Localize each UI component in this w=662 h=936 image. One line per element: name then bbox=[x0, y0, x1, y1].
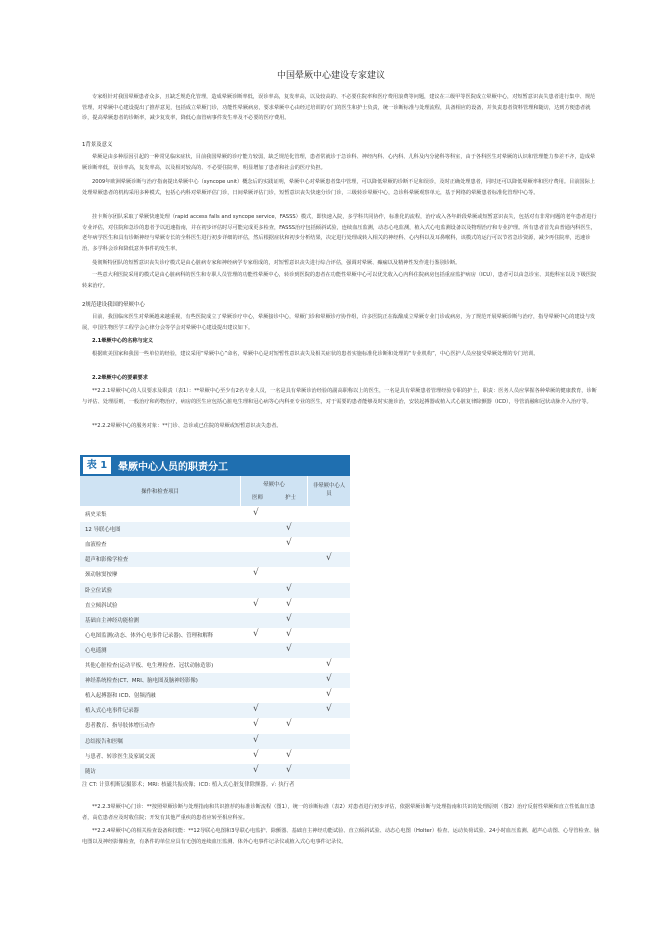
table-row bbox=[80, 552, 350, 567]
non-center-check: √ bbox=[326, 659, 332, 669]
table-row-label: 直立倾斜试验 bbox=[85, 602, 118, 609]
non-center-check: √ bbox=[326, 689, 332, 700]
table-row-label: 患者教育、指导肢体增压动作 bbox=[85, 723, 156, 730]
column-non-center-label: 非晕厥中心人员 bbox=[312, 483, 346, 497]
column-doctor-label: 医师 bbox=[252, 495, 263, 501]
nurse-check: √ bbox=[286, 628, 292, 639]
column-header-non-center bbox=[308, 476, 350, 506]
nurse-check: √ bbox=[286, 764, 292, 775]
section-1-paragraph-5: 一些意大利医院采用的模式是由心脏病科的医生和专职人员管理的功能性晕厥中心，转诊到医院的患者在功能性晕厥中心可以优先收入心内科住院病房包括重症监护病房（ICU），患者可以由急诊室、其他科室以及下级医院转来治疗。 bbox=[82, 272, 597, 289]
table-row bbox=[80, 703, 350, 718]
subsection-2-2-heading: 2.2晕厥中心的要素要求 bbox=[92, 375, 148, 381]
document-title: 中国晕厥中心建设专家建议 bbox=[276, 71, 385, 81]
subsection-2-2-2-paragraph: **2.2.2晕厥中心的服务对象：**门诊、急诊或已住院的晕厥或短暂意识丧失患者。 bbox=[92, 423, 282, 429]
non-center-check: √ bbox=[326, 553, 332, 564]
subsection-2-1-paragraph: 根据欧美国家和我国一些单位的经验，建议采用“晕厥中心”命名，晕厥中心是对短暂性意识丧失及相关症状的患者实施标准化诊断和处理的“专业机构”，中心医护人员应接受晕厥处理的专门培训。 bbox=[92, 351, 539, 357]
doctor-check: √ bbox=[253, 568, 259, 579]
section-1-paragraph-3: 挂卡斯尔团队采取了晕厥快速处理（rapid access falls and syncope service，FASSS）模式，即快速入院，多学科共同协作，标准化的流程，治疗或入各年龄段晕厥或短暂意识丧失，包括对有非常问题的老年患者进行专业评估，对住院和急诊的患者予以迅速指南，并在初步评估时尽可能完成更多检查，FASSS治疗包括倾斜试验，连续血压监测，动态心电监测，植入式心电监测设备以及物理治疗和专业护理。所有患者首先由普通内科医生，老年病学医生和具有诊断神经与晕厥专长的全科医生进行初步详细的评估，然后根据症状和初步分析结果，决定进行处理或转入相关的神经科、心内科以及耳鼻喉科，该模式的运行可以节省急诊资源，减少再住院率，迅速诊治，多学科会诊和降低意外事件的发生率。 bbox=[82, 214, 597, 252]
table-row bbox=[80, 583, 350, 598]
table-row-label: 植入起搏器和 ICD、射频消融 bbox=[85, 693, 156, 700]
table-row bbox=[80, 567, 350, 582]
column-header-center bbox=[241, 476, 307, 506]
doctor-check: √ bbox=[253, 508, 259, 518]
doctor-check: √ bbox=[253, 628, 259, 639]
nurse-check: √ bbox=[286, 583, 292, 594]
section-2-heading: 2规范建设我国的晕厥中心 bbox=[82, 302, 145, 308]
table-row bbox=[80, 764, 350, 779]
table-row bbox=[80, 718, 350, 733]
table-row bbox=[80, 507, 350, 522]
doctor-check: √ bbox=[253, 749, 259, 760]
column-center-label: 晕厥中心 bbox=[263, 482, 285, 488]
table-row-label: 总结报告和医嘱 bbox=[85, 738, 123, 745]
table-header-bar bbox=[80, 455, 350, 476]
table-row-label: 心电图监测(动态、体外心电事件记录器)、管理和解释 bbox=[85, 632, 214, 639]
table-row bbox=[80, 643, 350, 658]
non-center-check: √ bbox=[326, 704, 332, 715]
table-row-label: 超声和影像学检查 bbox=[85, 557, 129, 564]
table-1-note: 注 CT: 计算机断层摄影术；MRI: 核磁共振成像；ICD: 植入式心脏复律除颤器。√: 执行者 bbox=[82, 782, 295, 788]
subsection-2-2-3-paragraph: **2.2.3晕厥中心门诊：**按照晕厥诊断与处理指南和共识推荐的标准诊断流程（图1），统一的诊断标准（表2）对患者进行初步评估，依据晕厥诊断与处理指南和共识的处理原则（图2）治疗反射性晕厥和直立性低血压患者，高危患者应及时收住院；开发有其他严重疾的患者应转至相应科室。 bbox=[82, 804, 595, 821]
intro-paragraph: 专家组针对我国晕厥患者众多，且缺乏规范化管理，造成晕厥诊断率低，误诊率高，复发率高，以及较高的、不必要住院率和医疗费用浪费等问题，建议在三级甲等医院成立晕厥中心，对短暂意识丧失患者进行集中、规范管理，对晕厥中心建设提出了推荐意见，包括成立晕厥门诊，功能性晕厥病房，要求晕厥中心由经过培训的专门的医生和护士负责，统一诊断标准与处理流程，具备相应的设备，并负责患者资料管理和随访，达到方便患者就诊，提高晕厥患者的诊断率，减少复发率，降低心血管病事件发生率及不必要的医疗费用。 bbox=[82, 94, 596, 122]
section-2-paragraph-1: 目前，我国临床医生对晕厥越来越重视，有些医院成立了晕厥诊疗中心，晕厥接诊中心，晕厥门诊和晕厥诊疗协作组，许多医院正在酝酿成立晕厥专业门诊或病房，为了规范开展晕厥诊断与治疗，指导晕厥中心的建设与发展，中国生物医学工程学会心律分会等学会对晕厥中心建设提出建议如下。 bbox=[82, 314, 596, 331]
table-row-label: 颈动脉窦按摩 bbox=[85, 572, 118, 579]
table-1 bbox=[80, 455, 350, 777]
section-1-heading: 1背景及意义 bbox=[82, 142, 113, 148]
section-1-paragraph-1: 晕厥是由多种原因引起的一种常见临床症状，目前我国晕厥的诊疗能力较弱，缺乏规范化管理，患者常就诊于急诊科、神经内科、心内科、儿科及内分泌科等科室，由于各科医生对晕厥的认识和管理能力参差不齐，造成晕厥诊断率低，误诊率高，复发率高，以及相对较高的、不必要住院率，明显增加了患者和社会的医疗负担。 bbox=[82, 154, 596, 171]
nurse-check: √ bbox=[286, 719, 292, 730]
section-1-paragraph-4: 曼彻斯特团队的短暂意识丧失诊疗模式是由心脏病专家和神经病学专家组成的，对短暂意识丧失进行综合评估，强调对晕厥、癫痫以及精神性发作进行鉴别诊断。 bbox=[92, 260, 461, 266]
nurse-check: √ bbox=[286, 598, 292, 609]
doctor-check: √ bbox=[253, 734, 259, 745]
subsection-2-2-1-paragraph: **2.2.1晕厥中心的人员要求及职责（表1）：**晕厥中心至少有2名专业人员，一名是具有晕厥诊治经验的副高职称以上的医生，一名是具有晕厥患者管理经验专职的护士，职责：医务人员应掌握各种晕厥的健康教育，诊断与评估、处理原则，一般治疗和药物治疗，病房的医生应包括心脏电生理和冠心病等心内科亚专业的医生，对于需要的患者能够及时实施诊治，安装起搏器或植入式心脏复律除颤器（ICD），导管消融和冠状动脉介入治疗等。 bbox=[82, 388, 597, 405]
doctor-check: √ bbox=[253, 704, 259, 715]
table-row-label: 与患者、转诊医生及家属交流 bbox=[85, 753, 156, 760]
nurse-check: √ bbox=[286, 643, 292, 654]
table-row-label: 随访 bbox=[85, 768, 96, 775]
table-title: 晕厥中心人员的职责分工 bbox=[118, 462, 228, 473]
table-row bbox=[80, 598, 350, 613]
table-row-label: 基础自主神经功能检测 bbox=[85, 617, 139, 624]
table-row-label: 病史采集 bbox=[85, 512, 107, 518]
table-row bbox=[80, 628, 350, 643]
table-row-label: 植入式心电事件记录器 bbox=[85, 708, 139, 715]
nurse-check: √ bbox=[286, 523, 292, 534]
nurse-check: √ bbox=[286, 538, 292, 549]
section-1-paragraph-2: 2009年欧洲晕厥诊断与治疗指南提出晕厥中心（syncope unit）概念后的实践证明，晕厥中心对晕厥患者集中管理，可以降低晕厥的诊断不足和误诊，及时正确处理患者，同时还可以降低晕厥率和医疗费用。目前国际上处理晕厥患者的机构采用多种模式，包括心内科对晕厥评估门诊，日间晕厥评估门诊，短暂意识丧失快速分诊门诊，三级转诊晕厥中心，急诊科晕厥观察单元，基于网络的晕厥患者标准化管理中心等。 bbox=[82, 179, 595, 196]
nurse-check: √ bbox=[286, 749, 292, 760]
subsection-2-2-4-paragraph: **2.2.4晕厥中心的相关检查设备和技能：**12导联心电图和3导联心电监护、除颤器、基础自主神经功能试验、直立倾斜试验、动态心电图（Holter）检查、运动负荷试验、24小时血压监测、超声心动图、心导管检查、脑电图以及神经影像检查，有条件的单位应具有无创的连续血压监测、体外心电事件记录仪或植入式心电事件记录仪。 bbox=[82, 828, 600, 845]
table-row bbox=[80, 749, 350, 764]
subsection-2-1-heading: 2.1晕厥中心的名称与定义 bbox=[92, 338, 154, 344]
table-row bbox=[80, 658, 350, 673]
table-row bbox=[80, 613, 350, 628]
table-row bbox=[80, 734, 350, 749]
table-row bbox=[80, 537, 350, 552]
table-row-label: 心电遥测 bbox=[85, 647, 107, 654]
table-row bbox=[80, 673, 350, 688]
doctor-check: √ bbox=[253, 764, 259, 775]
nurse-check: √ bbox=[286, 613, 292, 624]
column-item-label: 操作和检查项目 bbox=[141, 489, 179, 495]
table-row-label: 卧立位试验 bbox=[85, 587, 112, 594]
table-row-label: 12 导联心电图 bbox=[85, 527, 121, 534]
doctor-check: √ bbox=[253, 719, 259, 730]
non-center-check: √ bbox=[326, 674, 332, 685]
doctor-check: √ bbox=[253, 598, 259, 609]
table-row bbox=[80, 688, 350, 703]
table-number: 表 1 bbox=[83, 457, 111, 474]
table-row bbox=[80, 522, 350, 537]
column-nurse-label: 护士 bbox=[285, 495, 296, 501]
column-header-item bbox=[80, 476, 240, 506]
table-row-label: 神经系统检查(CT、MRI、脑电图及脑神经影像) bbox=[85, 678, 198, 685]
table-row-label: 其他心脏检查(运动平板、电生理检查、冠状动脉造影) bbox=[85, 663, 214, 669]
table-row-label: 血液检查 bbox=[85, 542, 107, 549]
